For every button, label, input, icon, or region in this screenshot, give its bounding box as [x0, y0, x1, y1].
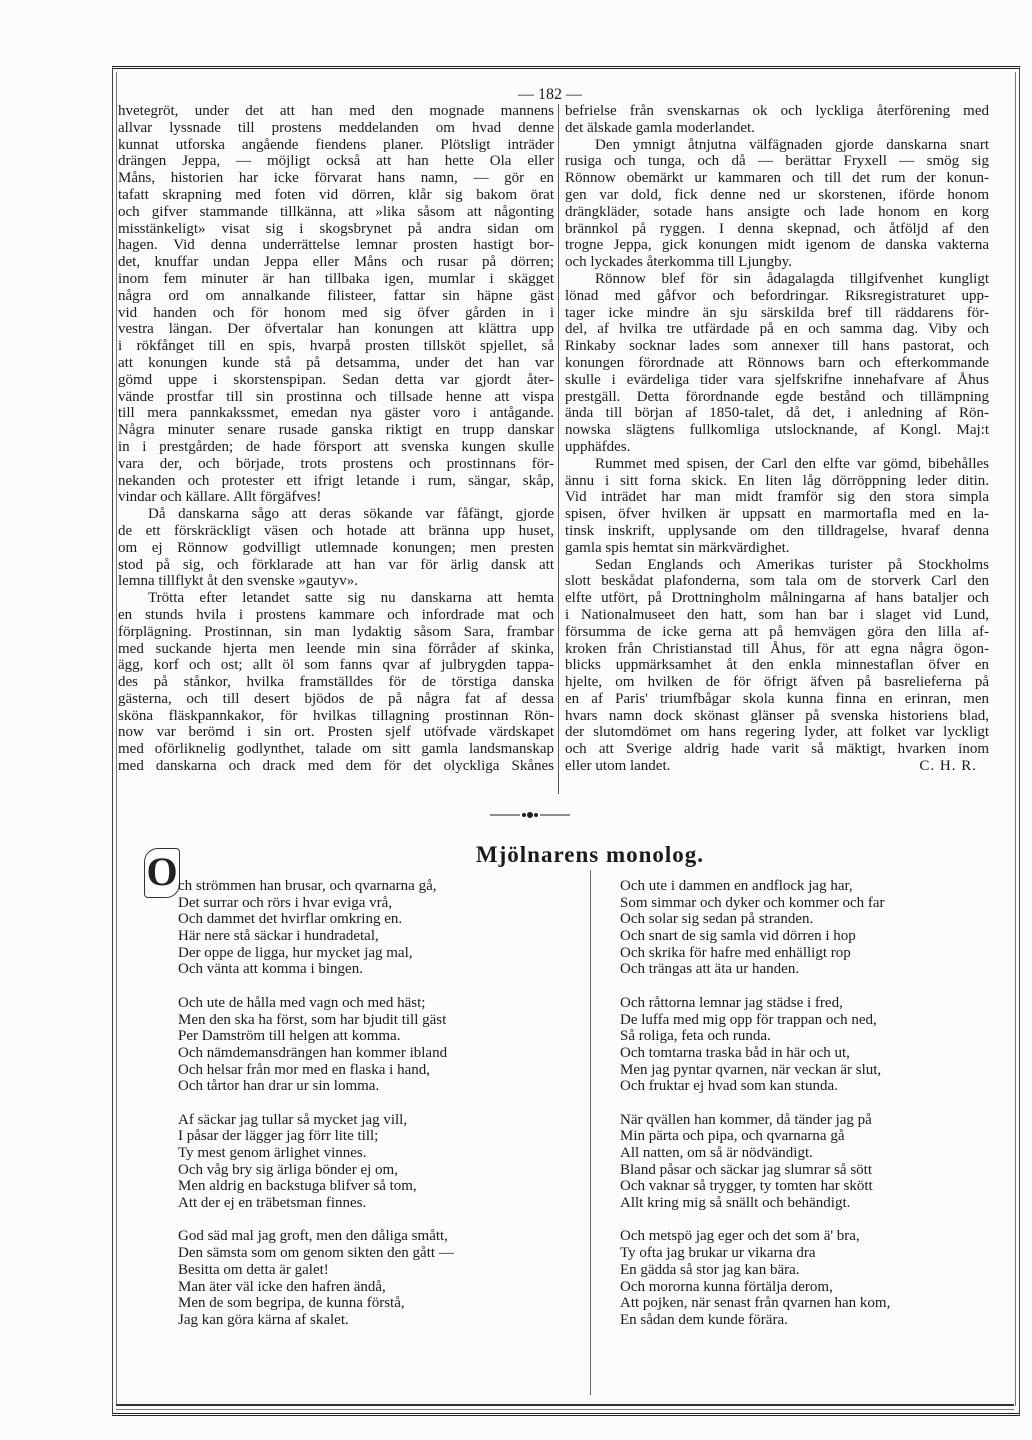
text-line: Då danskarna sågo att deras sökande var fåfängt, gjorde: [148, 506, 554, 523]
text-line: trogne Jeppa, gick konungen midt igenom de danska vakterna: [565, 237, 989, 254]
paragraph: [565, 271, 989, 456]
text-line: drängen Jeppa, — möjligt också att han hette Ola eller: [118, 153, 554, 170]
poem-line: En gädda så stor jag kan bära.: [620, 1261, 800, 1278]
author-signature: C. H. R.: [919, 758, 977, 775]
poem-line: Och nämdemansdrängen han kommer ibland: [178, 1044, 448, 1061]
text-line: hjelte, om hvilken de för öfrigt äfven på basrelieferna på: [565, 674, 989, 691]
poem-line: Och tårtor han drar ur sin lomma.: [178, 1078, 380, 1095]
poem-line: All natten, om så är nödvändigt.: [620, 1145, 813, 1161]
text-line: till mera pannkakssmet, emedan nya gäster voro i antågande.: [118, 405, 554, 422]
article-left-column: [118, 103, 554, 775]
poem-line: Det surrar och rörs i hvar eviga vrå,: [178, 894, 393, 911]
poem-line: Och skrika för hafre med enhälligt rop: [620, 944, 851, 961]
text-line: des på stånkor, hvilka framställdes för de törstiga danska: [118, 674, 554, 691]
poem-line: Och solar sig sedan på stranden.: [620, 911, 814, 928]
poem-left-column: [178, 878, 454, 1345]
poem-line: Och snart de sig samla vid dörren i hop: [620, 928, 856, 945]
text-line: Måns, historien har icke förvarat hans namn, — gör en: [118, 170, 554, 187]
poem-line: Och helsar från mor med en flaska i hand,: [178, 1061, 430, 1078]
text-line: hagen. Vid denna underrättelse lemnar prosten hastigt bor-: [118, 237, 554, 254]
text-line: i Nationalmuseet den hatt, som han bar i slaget vid Lund,: [565, 606, 989, 623]
poem-line: Och ute i dammen en andflock jag har,: [620, 878, 853, 894]
ornament-divider-icon: [490, 808, 570, 822]
text-line: att konungen kunde stå på detsamma, under det han var: [118, 354, 554, 371]
poem-line: Bland påsar och säckar jag slumrar så sött: [620, 1161, 873, 1178]
text-line: en af Paris' triumfbågar skola kunna finna en erinran, men: [565, 690, 989, 707]
bottom-rule: [116, 1404, 1014, 1410]
text-line: det älskade gamla moderlandet.: [565, 119, 755, 136]
text-line: stod på sig, och förklarade att han var för ärlig dansk att: [118, 556, 554, 573]
poem-right-column: [620, 878, 890, 1345]
poem-line: I påsar der lägger jag förr lite till;: [178, 1128, 379, 1145]
text-line: det, knuffar undan Jeppa eller Måns och rusar på dörren;: [118, 254, 554, 271]
text-line: med suckande hjerta men leende min sina förråder af skinka,: [118, 640, 554, 657]
drop-cap-ornament: O: [144, 848, 180, 898]
poem-title: Mjölnarens monolog.: [475, 842, 705, 867]
poem-line: Der oppe de ligga, hur mycket jag mal,: [178, 944, 413, 961]
text-line: upphäfdes.: [565, 438, 631, 455]
text-line: der slutomdömet om hans regering lyder, att folket var lyckligt: [565, 724, 989, 741]
text-line: Trötta efter letandet satte sig nu danskarna att hemta: [148, 590, 554, 607]
text-line: och att Sverige aldrig hade varit så mäktigt, hvarken inom: [565, 741, 989, 758]
text-line: prestgäll. Detta förordnande egde bestånd och tillämpning: [565, 388, 989, 405]
text-line: lemna tillflykt åt den svenske »gautyv».: [118, 573, 358, 590]
poem-line: Och vaknar så trygger, ty tomten har skött: [620, 1178, 873, 1195]
text-line: vindar och källare. Allt förgäfves!: [118, 489, 322, 506]
poem-line: Allt kring mig så snällt och behändigt.: [620, 1195, 851, 1212]
text-line: misstänkeligt» visat sig i skogsbrynet på andra sidan om: [118, 220, 554, 237]
poem-line: Ty mest genom ärlighet vinnes.: [178, 1145, 367, 1161]
text-line: några ord om annalkande filisteer, fattar sin häpne gäst: [118, 287, 554, 304]
text-line: Rönnow obemärkt ur kammaren och till det rum der konun-: [565, 170, 989, 187]
poem-line: Ty ofta jag brukar ur vikarna dra: [620, 1245, 816, 1262]
text-line: vestra längan. Der öfvertalar han konungen att klättra upp: [118, 321, 554, 338]
text-line: gen var dold, fick denne ned ur skorstenen, iförde honom: [565, 186, 989, 203]
text-line: elfte utfört, på Drottningholm målningarna af hans bataljer och: [565, 590, 989, 607]
text-line: Rinkaby socknar lades som annexer till hans pastorat, och: [565, 338, 989, 355]
poem-line: De luffa med mig opp för trappan och ned,: [620, 1011, 877, 1028]
text-line: Rummet med spisen, der Carl den elfte var gömd, bibehålles: [595, 455, 989, 472]
text-line: skulle i evärdeliga tider vara sjelfskrifne innehafvare af Åhus: [565, 371, 989, 388]
text-line: ägg, korf och ost; allt öl som fanns qvar af julbrygden tappa-: [118, 657, 554, 674]
text-line: rusiga och tunga, och då — berättar Fryxell — smög sig: [565, 153, 989, 170]
paragraph: [565, 557, 989, 775]
poem-line: Af säckar jag tullar så mycket jag vill,: [178, 1111, 408, 1128]
text-line: del, af hvilka tre utfärdade på en och samma dag. Viby och: [565, 321, 989, 338]
text-line: i rökfånget till en spis, hvarpå prosten tillsköt spjellet, så: [118, 338, 554, 355]
poem-line: Den sämsta som om genom sikten den gått —: [178, 1245, 454, 1262]
poem-line: En sådan dem kunde förära.: [620, 1311, 788, 1328]
paragraph: [565, 137, 989, 271]
text-line: drängkläder, sotade hans ansigte och lade honom en korg: [565, 203, 989, 220]
poem-line: Jag kan göra kärna af skalet.: [178, 1311, 349, 1328]
text-line: inom fem minuter är han tillbaka igen, mumlar i skägget: [118, 270, 554, 287]
text-line: med oförliknelig godlynthet, talade om sitt gamla landsmanskap: [118, 741, 554, 758]
poem-line: Per Damström till helgen att komma.: [178, 1028, 401, 1045]
text-line: nowska slägtens fullkomliga utslocknande, af Kongl. Maj:t: [565, 422, 989, 439]
text-line: befrielse från svenskarnas ok och lyckliga återförening med: [565, 103, 989, 119]
poem-line: Och vänta att komma i bingen.: [178, 961, 363, 978]
paragraph: [565, 103, 989, 137]
text-line: konungen förordnade att Rönnows barn och efterkommande: [565, 354, 989, 371]
text-line: hvetegröt, under det att han med den mognade mannens: [118, 103, 554, 119]
poem-line: Min pärta och pipa, och qvarnarna gå: [620, 1128, 845, 1145]
poem-line: Men jag pyntar qvarnen, när veckan är slut,: [620, 1061, 882, 1078]
text-line: now var berömd i sin ort. Prosten sjelf utöfvade värdskapet: [118, 724, 554, 741]
poem-line: Och ute de hålla med vagn och med häst;: [178, 994, 426, 1011]
poem-line: ch strömmen han brusar, och qvarnarna gå,: [178, 878, 437, 894]
poem-stanza: [178, 995, 454, 1095]
text-line: vid handen och för honom med sig öfver gården in i: [118, 304, 554, 321]
text-line: allvar lyssnade till prostens meddelanden om hvad denne: [118, 119, 554, 136]
poem-line: Men aldrig en backstuga blifver så tom,: [178, 1178, 417, 1195]
text-line: förplägning. Prostinnan, sin man lydaktig såsom Sara, frambar: [118, 623, 554, 640]
poem-stanza: [620, 995, 890, 1095]
poem-line: Att pojken, när senast från qvarnen han kom,: [620, 1295, 891, 1312]
text-line: och lyckades återkomma till Ljungby.: [565, 254, 792, 271]
poem-column-divider: [590, 870, 591, 1395]
article-right-column: [565, 103, 989, 775]
text-line: vände prostfar till sin prostinna och tillsade henne att vispa: [118, 388, 554, 405]
text-line: om ej Rönnow godvilligt utlemnade konungen; men presten: [118, 539, 554, 556]
text-line: vara der, och började, trots prostens och prostinnans för-: [118, 455, 554, 472]
paragraph: [118, 506, 554, 590]
poem-line: Och tomtarna traska båd in här och ut,: [620, 1044, 850, 1061]
text-line: Rönnow blef för sin ådagalagda tillgifvenhet kungligt: [595, 270, 989, 287]
paragraph: [118, 590, 554, 775]
poem-line: Besitta om detta är galet!: [178, 1261, 329, 1278]
text-line: spisen, öfver hvilken är uppsatt en marmortafla med en la-: [565, 506, 989, 523]
text-line: gästerna, och till desert bjödos de på några fat af dessa: [118, 690, 554, 707]
column-divider: [558, 104, 559, 794]
text-line: de ett förskräckligt väsen och hotade att bränna upp huset,: [118, 522, 554, 539]
text-line: Den ymnigt åtnjutna välfägnaden gjorde danskarna snart: [595, 136, 989, 153]
poem-stanza: [620, 1112, 890, 1212]
paragraph: [118, 103, 554, 506]
poem-line: Så roliga, feta och runda.: [620, 1028, 771, 1045]
text-line: gamla spis hemtat sin märkvärdighet.: [565, 539, 790, 556]
poem-line: Och metspö jag eger och det som ä' bra,: [620, 1228, 860, 1245]
text-line: Vid inträdet har man midt framför sig den stora simpla: [565, 489, 989, 506]
text-line: hvars namn dock skönast glänser på svenska historiens blad,: [565, 707, 989, 724]
text-line: sköna fläskpannkakor, för hvilkas tillagning prostinnan Rön-: [118, 707, 554, 724]
poem-line: Och dammet det hvirflar omkring en.: [178, 911, 403, 928]
text-line: tinsk inskrift, upplysande om den tilldragelse, hvaraf denna: [565, 522, 989, 539]
poem-line: Men de som begripa, de kunna förstå,: [178, 1295, 405, 1312]
text-line: lönad med gåfvor och befordringar. Riksregistraturet upp-: [565, 287, 989, 304]
text-line: med danskarna och drack med dem för det olyckliga Skånes: [118, 758, 554, 775]
poem-stanza: [620, 878, 890, 978]
text-line: blicks uppmärksamhet åt den enkla minnestaflan öfver en: [565, 657, 989, 674]
poem-stanza: [178, 878, 454, 978]
text-line: in i prestgården; de hade försport att svenska kungen skulle: [118, 438, 554, 455]
poem-line: Här nere stå säckar i hundradetal,: [178, 928, 379, 945]
text-line: ända till början af 1850-talet, då det, i anledning af Rön-: [565, 405, 989, 422]
text-line: försumma de icke gerna att på hemvägen göra den lilla af-: [565, 623, 989, 640]
text-line: nekanden och protester ett ifrigt letande i rum, sängar, skåp,: [118, 472, 554, 489]
text-line: brännkol på ryggen. I denna skepnad, och åtföljd af den: [565, 220, 989, 237]
paragraph: [565, 456, 989, 557]
text-line: eller utom landet.: [565, 758, 671, 775]
poem-line: När qvällen han kommer, då tänder jag på: [620, 1111, 872, 1128]
text-line: kroken från Christianstad till Åhus, för att egna några ögon-: [565, 640, 989, 657]
text-line: tafatt skrapning med foten vid dörren, klår sig bakom örat: [118, 186, 554, 203]
text-line: en stunds hvila i prostens kammare och infordrade mat och: [118, 606, 554, 623]
poem-line: God säd mal jag groft, men den dåliga smått,: [178, 1228, 448, 1245]
text-line: tager icke mindre än sju särskilda bref till räddarens för-: [565, 304, 989, 321]
text-line: slott beskådat plafonderna, som tala om de storverk Carl den: [565, 573, 989, 590]
poem-stanza: [620, 1228, 890, 1328]
poem-stanza: [178, 1112, 454, 1212]
poem-stanza: [178, 1228, 454, 1328]
poem-line: Och råttorna lemnar jag städse i fred,: [620, 994, 843, 1011]
poem-line: Och våg bry sig ärliga bönder ej om,: [178, 1161, 398, 1178]
text-line: Sedan Englands och Amerikas turister på Stockholms: [595, 556, 989, 573]
text-line: Några minuter senare rusade ganska riktigt en trupp danskar: [118, 422, 554, 439]
poem-line: Och mororna kunna förtälja derom,: [620, 1278, 833, 1295]
poem-line: Som simmar och dyker och kommer och far: [620, 894, 885, 911]
text-line: gömd uppe i skorstenspipan. Sedan detta var gjordt åter-: [118, 371, 554, 388]
text-line: ännu i sitt forna skick. En liten låg dörröppning leder ditin.: [565, 472, 989, 489]
text-line: och gifver stammande tillkänna, att »lika såsom att någonting: [118, 203, 554, 220]
text-line: [565, 758, 989, 775]
poem-line: Och fruktar ej hvad som kan stunda.: [620, 1078, 838, 1095]
poem-line: Men den ska ha först, som har bjudit till gäst: [178, 1011, 447, 1028]
poem-line: Att der ej en träbetsman finnes.: [178, 1195, 367, 1212]
text-line: kunnat utforska angående fiendens planer. Plötsligt inträder: [118, 136, 554, 153]
poem-line: Och trängas att äta ur handen.: [620, 961, 800, 978]
poem-line: Man äter väl icke den hafren ändå,: [178, 1278, 386, 1295]
page-number: — 182 —: [518, 86, 582, 103]
